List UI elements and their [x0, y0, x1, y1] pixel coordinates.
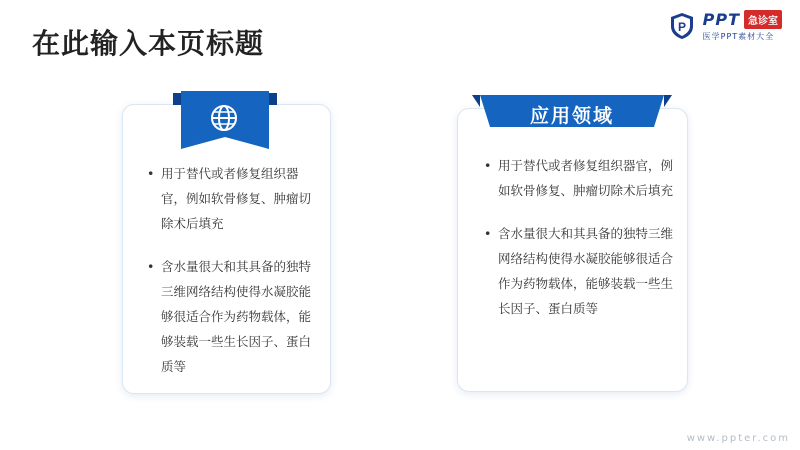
svg-text:P: P	[677, 20, 686, 34]
logo-brand-text: PPT	[702, 10, 740, 29]
bullet-list	[147, 161, 317, 379]
watermark: www.ppter.com	[686, 433, 790, 444]
logo-badge: 急诊室	[744, 10, 782, 29]
list-item: • 用于替代或者修复组织器官，例如软骨修复、肿瘤切除术后填充	[147, 161, 317, 236]
content-card-left	[122, 104, 331, 394]
list-item: • 用于替代或者修复组织器官，例如软骨修复、肿瘤切除术后填充	[484, 153, 674, 203]
shield-p-icon	[669, 12, 695, 40]
page-title: 在此输入本页标题	[32, 27, 265, 60]
brand-logo	[669, 10, 782, 42]
list-item: • 含水量很大和其具备的独特三维网络结构使得水凝胶能够很适合作为药物载体，能够装载一些生长因子、蛋白质等	[484, 221, 674, 321]
bullet-list	[484, 153, 674, 321]
card-title: 应用领域	[529, 105, 614, 127]
content-card-right	[457, 105, 688, 392]
list-item: • 含水量很大和其具备的独特三维网络结构使得水凝胶能够很适合作为药物载体，能够装载一些生长因子、蛋白质等	[147, 254, 317, 379]
logo-subtitle: 医学PPT素材大全	[702, 32, 775, 41]
globe-icon	[209, 103, 239, 133]
